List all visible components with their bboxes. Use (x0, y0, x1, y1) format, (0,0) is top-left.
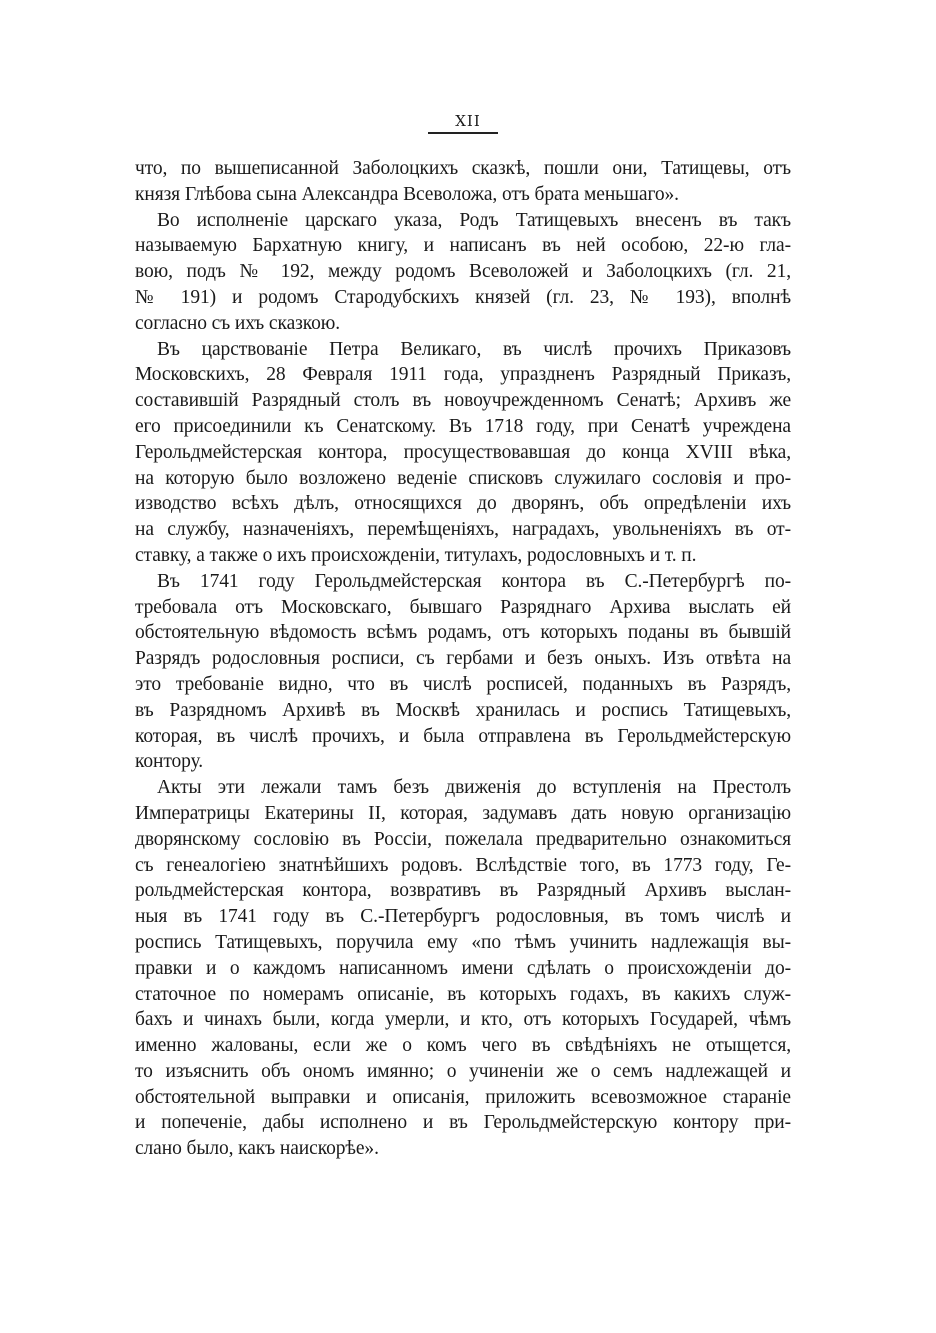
text-line: вою, подъ № 192, между родомъ Всеволожей и Заболоцкихъ (гл. 21, (135, 261, 791, 283)
header-rule (428, 132, 498, 134)
paragraph (135, 337, 791, 569)
text-line: въ Разрядномъ Архивѣ въ Москвѣ хранилась и роспись Татищевыхъ, (135, 699, 791, 721)
text-line: что, по вышеписанной Заболоцкихъ сказкѣ, пошли они, Татищевы, отъ (135, 158, 791, 179)
text-line: Московскихъ, 28 Февраля 1911 года, упраздненъ Разрядный Приказъ, (135, 364, 791, 386)
text-line: Герольдмейстерская контора, просуществовавшая до конца XVIII вѣка, (135, 441, 791, 463)
text-line: которая, въ числѣ прочихъ, и была отправлена въ Герольдмейстерскую (135, 725, 791, 747)
text-line: Акты эти лежали тамъ безъ движенія до вступленія на Престолъ (157, 777, 791, 799)
text-line: дворянскому сословію въ Россіи, пожелала предварительно ознакомиться (135, 828, 791, 850)
text-line: Императрицы Екатерины II, которая, задумавъ дать новую организацію (135, 802, 791, 824)
text-line: Въ царствованіе Петра Великаго, въ числѣ прочихъ Приказовъ (157, 338, 791, 360)
text-line: ставку, а также о ихъ происхожденіи, титулахъ, родословныхъ и т. п. (135, 544, 697, 566)
text-line: Во исполненіе царскаго указа, Родъ Татищевыхъ внесенъ въ такъ (157, 209, 791, 231)
text-line: ныя въ 1741 году въ С.-Петербургъ родословныя, въ томъ числѣ и (135, 906, 791, 928)
text-line: именно жалованы, если же о комъ чего въ свѣдѣніяхъ не отыщется, (135, 1035, 791, 1057)
paragraph (135, 208, 791, 337)
text-line: это требованіе видно, что въ числѣ росписей, поданныхъ въ Разрядъ, (135, 673, 791, 695)
paragraph (135, 775, 791, 1162)
page-number: XII (455, 112, 481, 130)
text-line: князя Глѣбова сына Александра Всеволожа, отъ брата меньшаго». (135, 183, 679, 205)
text-line: бахъ и чинахъ были, когда умерли, и кто, отъ которыхъ Государей, чѣмъ (135, 1009, 791, 1031)
paragraph (135, 569, 791, 775)
text-line: Въ 1741 году Герольдмейстерская контора въ С.-Петербургѣ по- (157, 570, 791, 592)
text-line: статочное по номерамъ описаніе, въ которыхъ годахъ, въ какихъ служ- (135, 983, 791, 1005)
text-line: и попеченіе, дабы исполнено и въ Герольдмейстерскую контору при- (135, 1112, 791, 1134)
text-line: согласно съ ихъ сказкою. (135, 312, 340, 334)
text-line: изводство всѣхъ дѣлъ, относящихся до дворянъ, объ опредѣленіи ихъ (135, 493, 791, 515)
body-text (135, 156, 791, 1162)
text-line: то изъяснить объ ономъ имянно; о учиненіи же о семъ надлежащей и (135, 1060, 791, 1082)
text-line: Разрядъ родословныя росписи, съ гербами и безъ оныхъ. Изъ отвѣта на (135, 648, 791, 670)
text-line: рольдмейстерская контора, возвративъ въ Разрядный Архивъ выслан- (135, 880, 791, 902)
text-line: правки и о каждомъ написанномъ имени сдѣлать о происхожденіи до- (135, 957, 791, 979)
text-line: составившій Разрядный столъ въ новоучрежденномъ Сенатѣ; Архивъ же (135, 390, 791, 412)
text-line: на службу, назначеніяхъ, перемѣщеніяхъ, наградахъ, увольненіяхъ въ от- (135, 519, 791, 541)
text-line: контору. (135, 751, 204, 773)
paragraph (135, 156, 791, 208)
text-line: съ генеалогіею знатнѣйшихъ родовъ. Вслѣдствіе того, въ 1773 году, Ге- (135, 854, 791, 876)
text-line: слано было, какъ наискорѣе». (135, 1138, 379, 1160)
text-line: роспись Татищевыхъ, поручила ему «по тѣмъ учинить надлежащія вы- (135, 931, 791, 953)
text-line: обстоятельную вѣдомость всѣмъ родамъ, отъ которыхъ поданы въ бывшій (135, 622, 791, 644)
text-line: требовала отъ Московскаго, бывшаго Разряднаго Архива выслать ей (135, 596, 791, 618)
text-line: обстоятельной выправки и описанія, приложить всевозможное стараніе (135, 1086, 791, 1108)
text-line: его присоединили къ Сенатскому. Въ 1718 году, при Сенатѣ учреждена (135, 415, 791, 437)
text-line: № 191) и родомъ Стародубскихъ князей (гл. 23, № 193), вполнѣ (135, 286, 791, 308)
text-line: на которую было возложено веденіе списковъ служилаго сословія и про- (135, 467, 791, 489)
text-line: называемую Бархатную книгу, и написанъ въ ней особою, 22-ю гла- (135, 235, 791, 257)
